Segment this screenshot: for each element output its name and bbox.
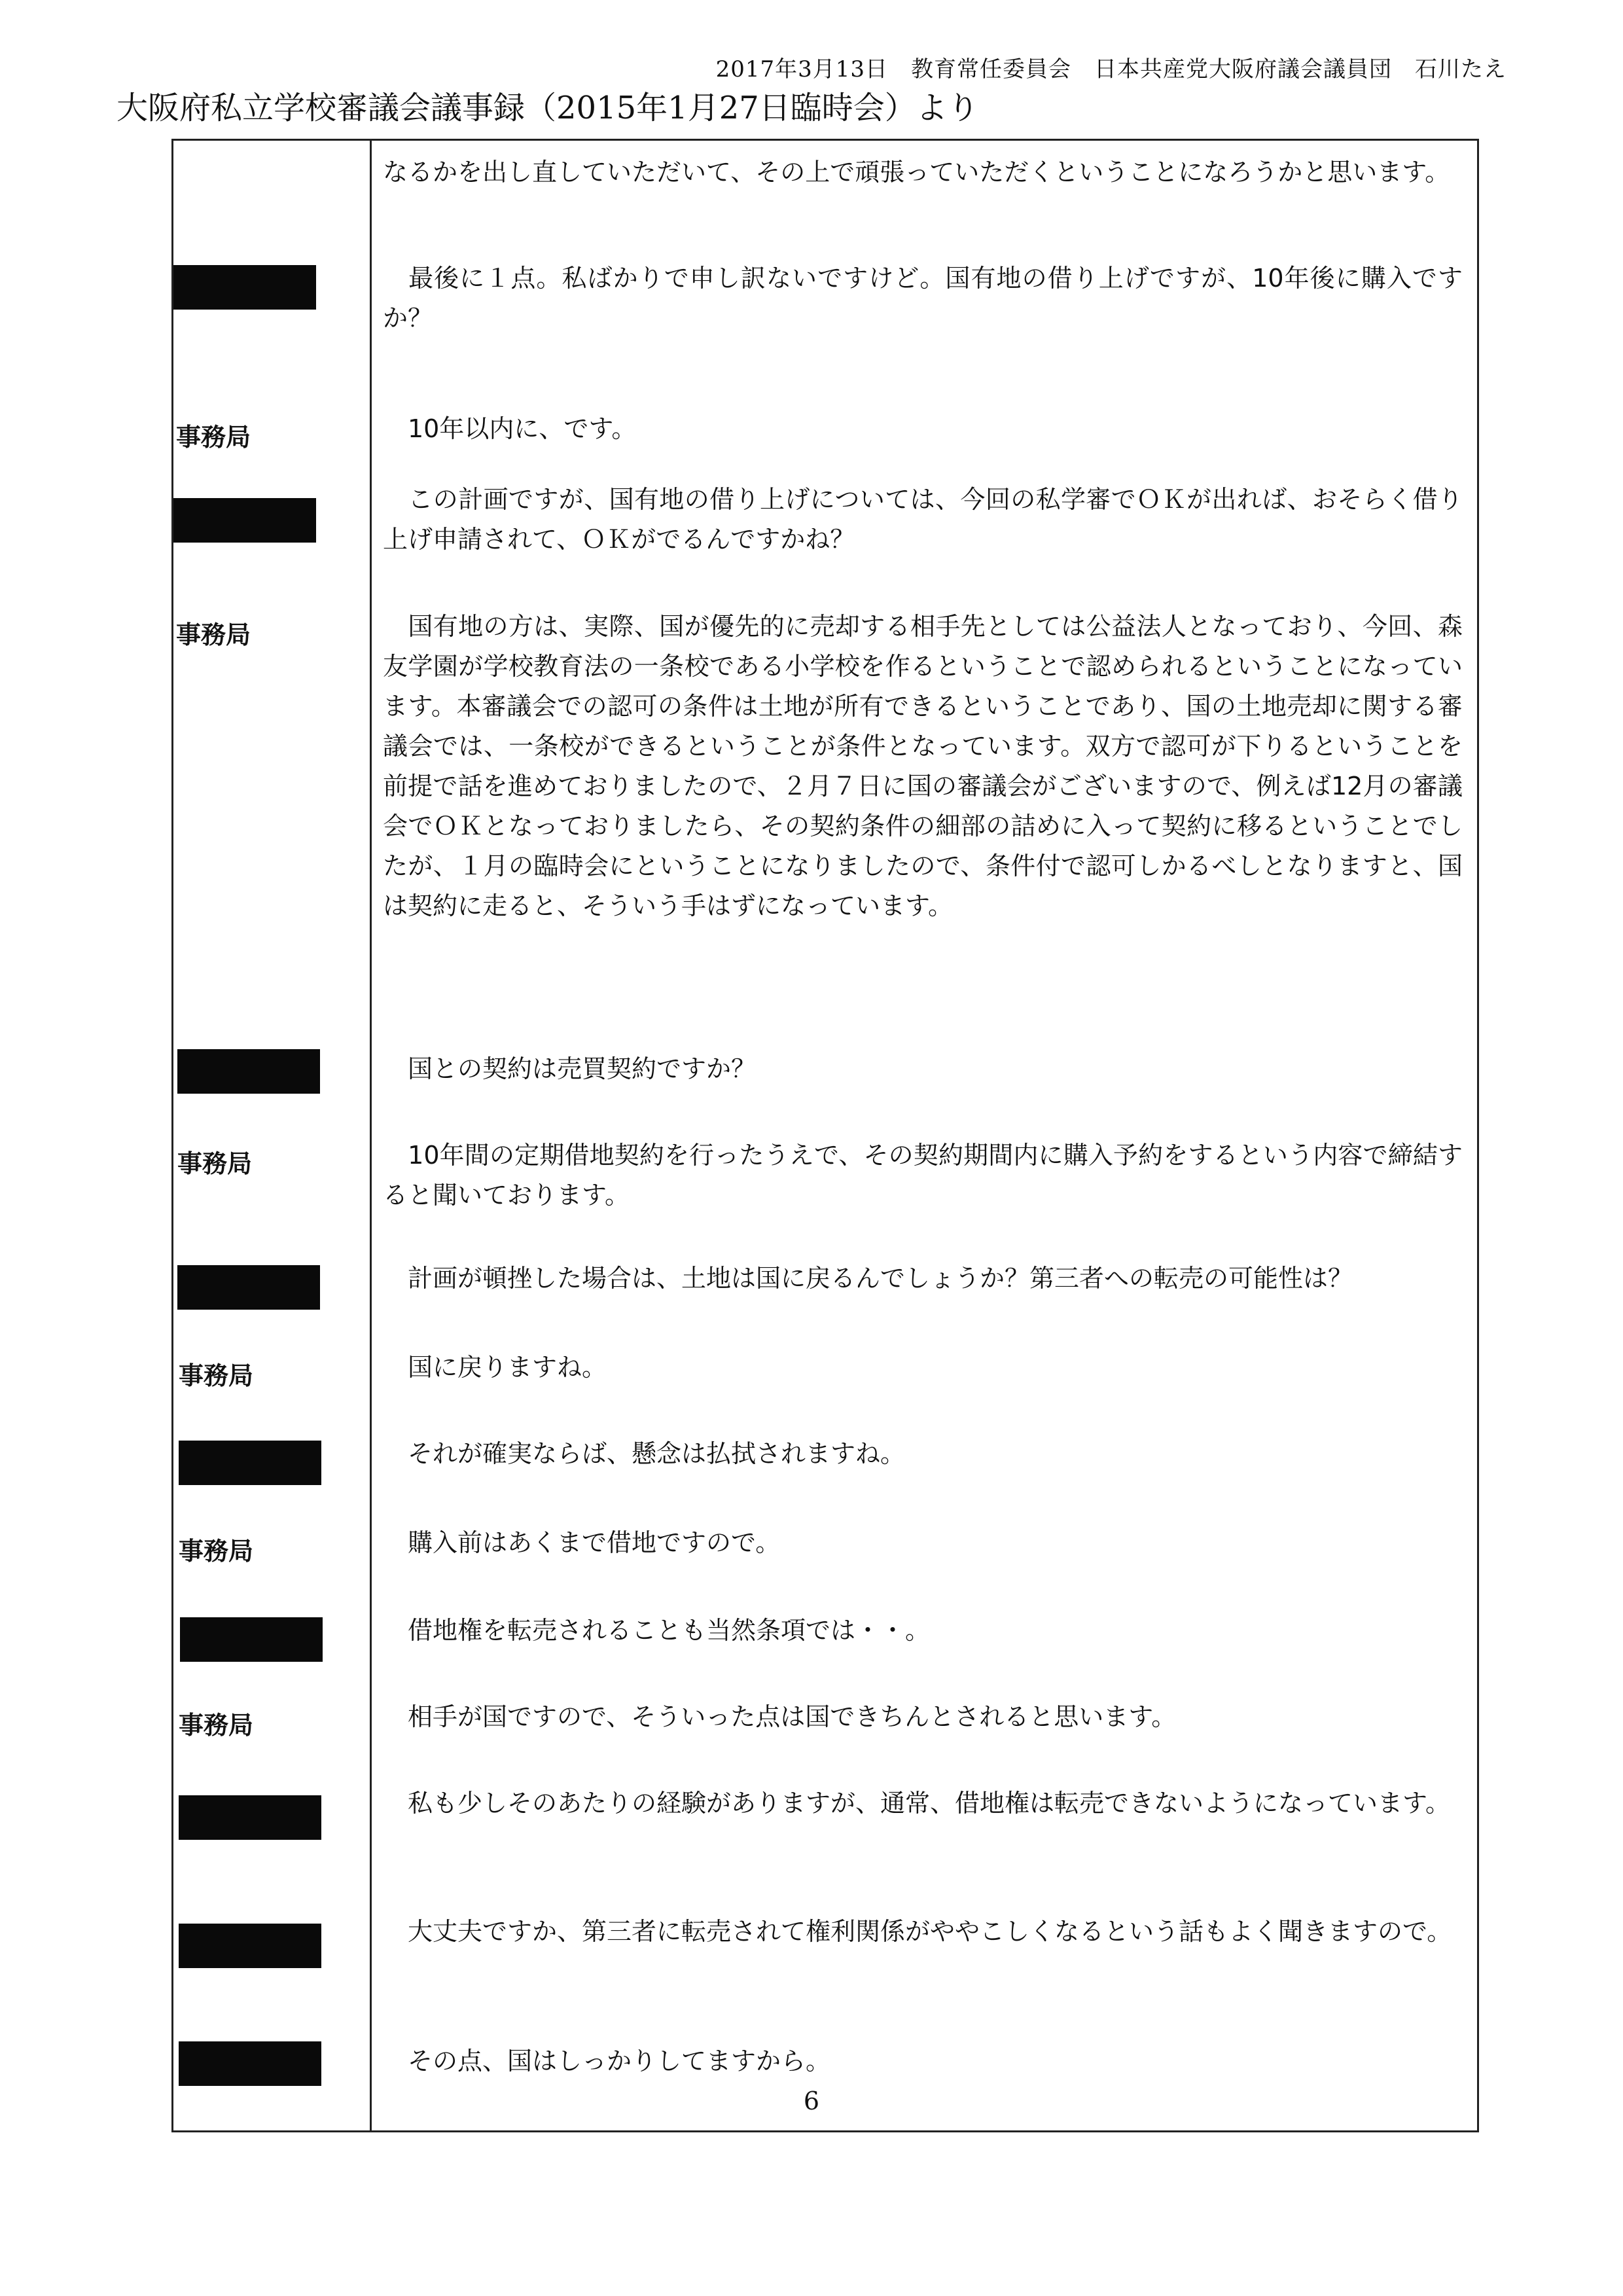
redacted-speaker-block bbox=[179, 1795, 321, 1840]
redacted-speaker-block bbox=[179, 1924, 321, 1968]
minutes-table bbox=[171, 139, 1479, 2132]
speaker-name: 事務局 bbox=[176, 620, 251, 649]
speech-text: 計画が頓挫した場合は、土地は国に戻るんでしょうか？第三者への転売の可能性は？ bbox=[383, 1264, 1353, 1293]
speaker-name: 事務局 bbox=[179, 1537, 254, 1566]
speech-text: 大丈夫ですか、第三者に転売されて権利関係がややこしくなるという話もよく聞きますので。 bbox=[383, 1917, 1452, 1946]
redacted-speaker-block bbox=[177, 1265, 320, 1310]
column-divider bbox=[370, 141, 372, 2130]
speaker-name: 事務局 bbox=[176, 423, 251, 452]
speech-text: 借地権を転売されることも当然条項では・・。 bbox=[383, 1616, 931, 1645]
speaker-name: 事務局 bbox=[179, 1361, 254, 1390]
redacted-speaker-block bbox=[179, 2041, 321, 2086]
header-meta: 2017年3月13日 教育常任委員会 日本共産党大阪府議会議員団 石川たえ bbox=[715, 56, 1507, 82]
speech-text: その点、国はしっかりしてますから。 bbox=[383, 2047, 831, 2075]
redacted-speaker-block bbox=[180, 1617, 323, 1662]
speech-text: 10年以内に、です。 bbox=[383, 414, 637, 443]
speech-text: 相手が国ですので、そういった点は国できちんとされると思います。 bbox=[383, 1702, 1177, 1731]
speech-text: 10年間の定期借地契約を行ったうえで、その契約期間内に購入予約をするという内容で締結すると聞いております。 bbox=[383, 1141, 1463, 1210]
speech-text: 私も少しそのあたりの経験がありますが、通常、借地権は転売できないようになっています。 bbox=[383, 1789, 1450, 1818]
speech-text: この計画ですが、国有地の借り上げについては、今回の私学審でＯＫが出れば、おそらく借り上げ申請されて、ＯＫがでるんですかね？ bbox=[383, 485, 1463, 554]
speaker-name: 事務局 bbox=[177, 1149, 253, 1178]
speech-text: それが確実ならば、懸念は払拭されますね。 bbox=[383, 1439, 906, 1468]
speech-text: 購入前はあくまで借地ですので。 bbox=[383, 1528, 781, 1557]
speaker-name: 事務局 bbox=[179, 1711, 254, 1740]
redacted-speaker-block bbox=[179, 1441, 321, 1485]
speech-text: 国との契約は売買契約ですか？ bbox=[383, 1054, 757, 1083]
speech-text: 国に戻りますね。 bbox=[383, 1353, 607, 1382]
redacted-speaker-block bbox=[177, 1049, 320, 1094]
page-number: 6 bbox=[803, 2087, 820, 2115]
redacted-speaker-block bbox=[173, 498, 316, 543]
speech-text: 国有地の方は、実際、国が優先的に売却する相手先としては公益法人となっており、今回、森友学園が学校教育法の一条校である小学校を作るということで認められるということになっています。本審議会での認可の条件は土地が所有できるということであり、国の土地売却に関する審議会では、一条校ができるということが条件となっています。双方で認可が下りるということを前提で話を進めておりましたので、２月７日に国の審議会がございますので、例えば12月の審議会でＯＫとなっておりましたら、その契約条件の細部の詰めに入って契約に移るということでしたが、１月の臨時会にということになりましたので、条件付で認可しかるべしとなりますと、国は契約に走ると、そういう手はずになっています。 bbox=[383, 612, 1463, 920]
redacted-speaker-block bbox=[173, 265, 316, 310]
speech-text: 最後に１点。私ばかりで申し訳ないですけど。国有地の借り上げですが、10年後に購入ですか？ bbox=[383, 264, 1463, 332]
document-title: 大阪府私立学校審議会議事録（2015年1月27日臨時会）より bbox=[116, 90, 979, 126]
speech-text: なるかを出し直していただいて、その上で頑張っていただくということになろうかと思います。 bbox=[383, 158, 1450, 187]
